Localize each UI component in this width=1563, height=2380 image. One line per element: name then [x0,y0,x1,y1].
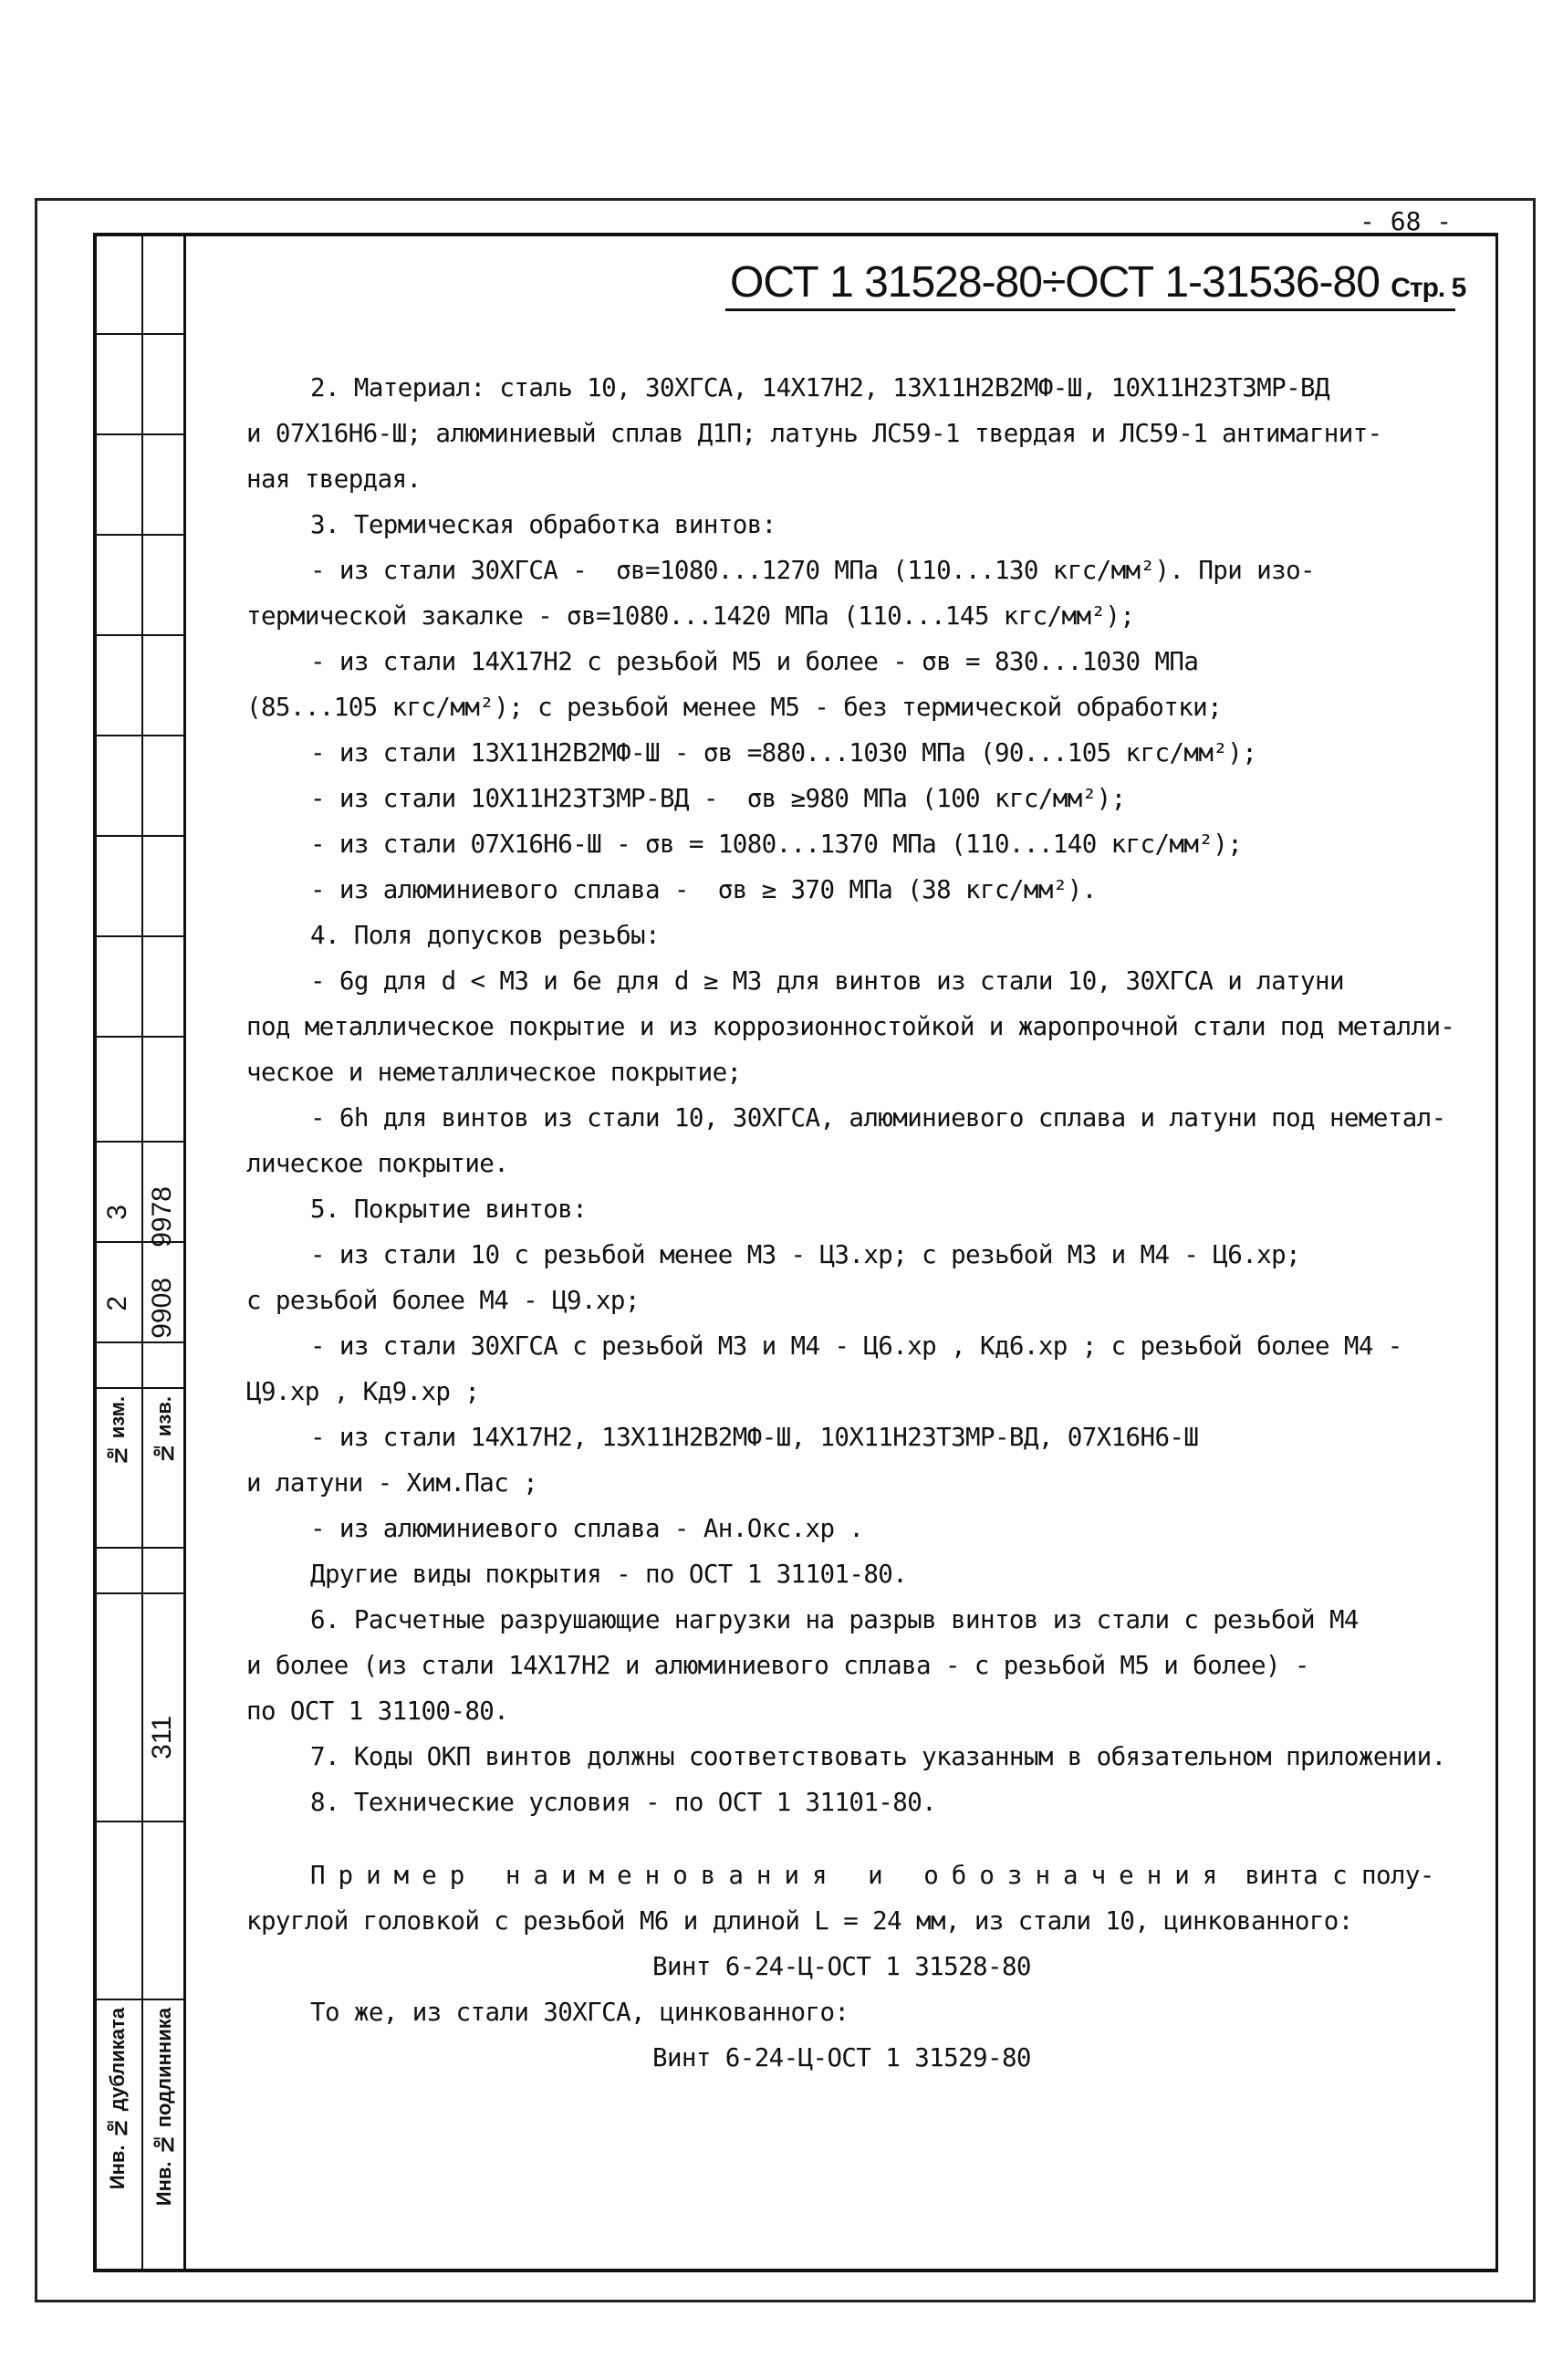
text-line: 7. Коды ОКП винтов должны соответствовать указанным в обязательном приложении. [310,1742,1446,1771]
text-line: - из стали 13Х11Н2В2МФ-Ш - σв =880...1030 МПа (90...105 кгс/мм²); [310,738,1257,767]
document-body [246,365,1460,2081]
example-same-text: То же, из стали 30ХГСА, цинкованного: [310,1998,849,2027]
text-line: - 6g для d < М3 и 6е для d ≥ М3 для винтов из стали 10, 30ХГСА и латуни [310,966,1344,996]
margin-divider [93,634,183,636]
text-line: (85...105 кгс/мм²); с резьбой менее М5 - без термической обработки; [246,693,1223,722]
standard-title: ОСТ 1 31528-80÷ОСТ 1-31536-80 [730,258,1380,307]
text-line: Ц9.хр , Кд9.хр ; [246,1377,480,1406]
text-line: Другие виды покрытия - по ОСТ 1 31101-80. [310,1560,908,1589]
text-line: под металлическое покрытие и из коррозионностойкой и жаропрочной стали под металли- [246,1012,1455,1041]
text-line: - из стали 10Х11Н23Т3МР-ВД - σв ≥980 МПа (100 кгс/мм²); [310,784,1126,813]
text-line: 6. Расчетные разрушающие нагрузки на разрыв винтов из стали с резьбой М4 [310,1605,1359,1634]
margin-divider [93,433,183,435]
text-line: - из стали 10 с резьбой менее М3 - Ц3.хр; с резьбой М3 и М4 - Ц6.хр; [310,1240,1301,1269]
margin-divider [93,935,183,937]
margin-divider [93,534,183,536]
text-line: - из стали 14Х17Н2, 13Х11Н2В2МФ-Ш, 10Х11Н23Т3МР-ВД, 07Х16Н6-Ш [310,1423,1199,1452]
margin-divider [93,1387,183,1389]
text-line: с резьбой более М4 - Ц9.хр; [246,1286,640,1315]
text-line: 4. Поля допусков резьбы: [310,921,660,950]
margin-divider [93,1592,183,1594]
text-line: 5. Покрытие винтов: [310,1195,588,1224]
margin-divider [93,1341,183,1343]
revision-2-number: 2 [102,1296,132,1311]
revision-3-number: 3 [102,1205,132,1220]
header-underline [725,308,1455,311]
notice-number-label: № изв. [152,1396,175,1466]
margin-divider [93,1999,183,2000]
margin-divider [93,835,183,837]
margin-divider [93,1036,183,1038]
margin-divider [93,735,183,736]
text-line: - из стали 30ХГСА - σв=1080...1270 МПа (110...130 кгс/мм²). При изо- [310,556,1315,585]
text-line: лическое покрытие. [246,1149,509,1178]
text-line: - из стали 14Х17Н2 с резьбой М5 и более - σв = 830...1030 МПа [310,647,1199,676]
text-line: ная твердая. [246,465,422,494]
original-inventory-label: Инв. № подлинника [152,2008,175,2207]
text-line: ческое и неметаллическое покрытие; [246,1058,742,1087]
text-line: 2. Материал: сталь 10, 30ХГСА, 14Х17Н2, 13Х11Н2В2МФ-Ш, 10Х11Н23Т3МР-ВД [310,373,1329,402]
example-designation-1: Винт 6-24-Ц-ОСТ 1 31528-80 [652,1952,1031,1981]
margin-divider [93,1141,183,1143]
margin-divider [93,1547,183,1549]
margin-column-1 [93,233,143,2272]
text-line: и 07Х16Н6-Ш; алюминиевый сплав Д1П; латунь ЛС59-1 твердая и ЛС59-1 антимагнит- [246,419,1382,448]
page-label: Стр. 5 [1391,273,1466,303]
inventory-number: 311 [147,1716,177,1759]
text-line: 3. Термическая обработка винтов: [310,510,776,539]
revision-2-notice: 9908 [147,1278,177,1339]
text-line: и более (из стали 14Х17Н2 и алюминиевого сплава - с резьбой М5 и более) - [246,1651,1309,1680]
example-heading: Пример наименования и обозначения [310,1861,1231,1890]
example-heading-rest: винта с полу- [1245,1861,1434,1890]
page-number: - 68 - [1360,206,1453,236]
example-designation-2: Винт 6-24-Ц-ОСТ 1 31529-80 [652,2043,1031,2072]
text-line: по ОСТ 1 31100-80. [246,1696,509,1726]
page-header [730,257,1465,308]
example-line: круглой головкой с резьбой М6 и длиной L = 24 мм, из стали 10, цинкованного: [246,1906,1353,1936]
margin-divider [93,333,183,335]
revision-3-notice: 9978 [147,1186,177,1247]
change-number-label: № изм. [106,1396,129,1467]
duplicate-inventory-label: Инв. № дубликата [106,2008,129,2190]
text-line: - из стали 30ХГСА с резьбой М3 и М4 - Ц6.хр , Кд6.хр ; с резьбой более М4 - [310,1331,1402,1361]
text-line: и латуни - Хим.Пас ; [246,1468,538,1498]
text-line: - из стали 07Х16Н6-Ш - σв = 1080...1370 МПа (110...140 кгс/мм²); [310,830,1243,859]
example-heading-line [246,1853,1460,1898]
text-line: термической закалке - σв=1080...1420 МПа (110...145 кгс/мм²); [246,601,1135,631]
margin-divider [93,1821,183,1822]
text-line: 8. Технические условия - по ОСТ 1 31101-80. [310,1788,937,1817]
text-line: - 6h для винтов из стали 10, 30ХГСА, алюминиевого сплава и латуни под неметал- [310,1103,1446,1133]
text-line: - из алюминиевого сплава - Ан.Окс.хр . [310,1514,864,1543]
text-line: - из алюминиевого сплава - σв ≥ 370 МПа (38 кгс/мм²). [310,875,1097,904]
margin-column-2 [141,233,186,2272]
